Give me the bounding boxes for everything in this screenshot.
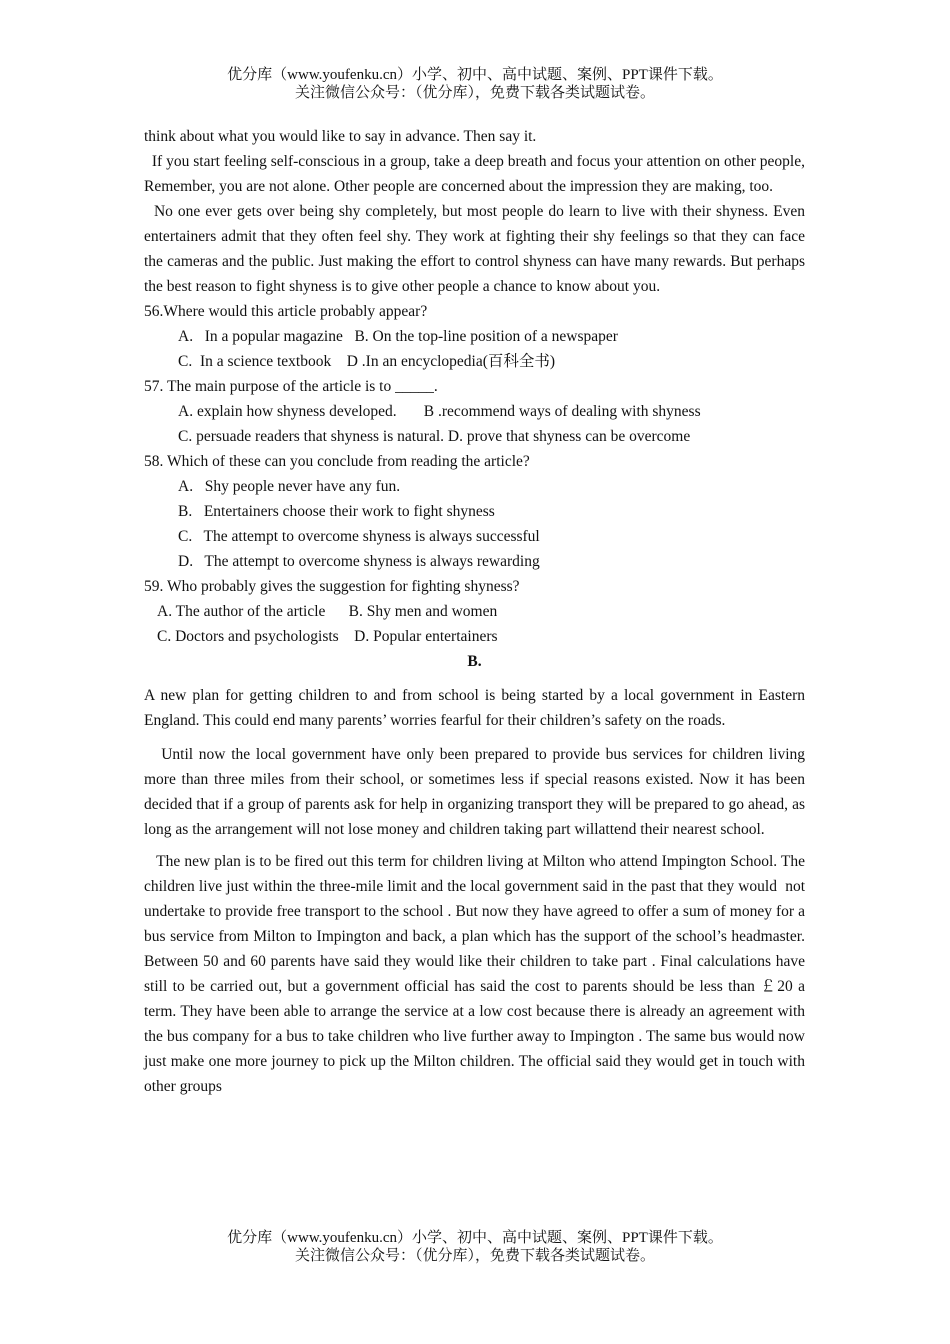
section-b-paragraph-3: The new plan is to be fired out this term for children living at Milton who attend Impington School. The children live just within the three-mile limit and the local government said in the past that they would not undertake to provide free transport to the school . But now they have agreed to offer a sum of money for a bus service from Milton to Impington and back, a plan which has the support of the school’s headmaster. Between 50 and 60 parents have said they would like their children to take part . Final calculations have still to be carried out, but a government official has said the cost to parents should be less than ￡20 a term. They have been able to arrange the service at a low cost because there is already an agreement with the bus company for a bus to take children who live further away to Impington . The same bus would now just make one more journey to pick up the Milton children. The official said they would get in touch with other groups [144, 853, 809, 1095]
question-59-stem: 59. Who probably gives the suggestion for fighting shyness? [144, 578, 520, 595]
question-57-options-row-2: C. persuade readers that shyness is natural. D. prove that shyness can be overcome [178, 428, 691, 445]
document-body [144, 124, 809, 1099]
question-58-option-c: C. The attempt to overcome shyness is always successful [178, 528, 540, 545]
passage-a-paragraph-1: think about what you would like to say in advance. Then say it. [144, 128, 537, 145]
header-line-1: 优分库（www.youfenku.cn）小学、初中、高中试题、案例、PPT课件下载。 [227, 67, 723, 83]
question-58-option-a: A. Shy people never have any fun. [178, 478, 401, 495]
passage-a-paragraph-2: If you start feeling self-conscious in a group, take a deep breath and focus your attention on other people, Remember, you are not alone. Other people are concerned about the impression they are making, too. [144, 153, 809, 195]
question-59-options-row-2: C. Doctors and psychologists D. Popular entertainers [157, 628, 498, 645]
section-b-paragraph-2: Until now the local government have only been prepared to provide bus services for children living more than three miles from their school, or sometimes less if special reasons existed. Now it has been decided that if a group of parents ask for help in organizing transport they will be prepared to go ahead, as long as the arrangement will not lose money and children taking part willattend their nearest school. [144, 746, 809, 838]
page-header [0, 66, 950, 102]
section-b-paragraph-1: A new plan for getting children to and from school is being started by a local government in Eastern England. This could end many parents’ worries fearful for their children’s safety on the roads. [144, 687, 809, 729]
question-56 [144, 299, 805, 374]
question-57-stem: 57. The main purpose of the article is to _____. [144, 378, 438, 395]
question-56-stem: 56.Where would this article probably appear? [144, 303, 428, 320]
question-58-option-b: B. Entertainers choose their work to fight shyness [178, 503, 495, 520]
question-57-options-row-1: A. explain how shyness developed. B .recommend ways of dealing with shyness [178, 403, 701, 420]
question-59 [144, 574, 805, 649]
passage-a-paragraph-3: No one ever gets over being shy completely, but most people do learn to live with their shyness. Even entertainers admit that they often feel shy. They work at fighting their shy feelings so that they can face the cameras and the public. Just making the effort to control shyness can have many rewards. But perhaps the best reason to fight shyness is to give other people a chance to know about you. [144, 203, 809, 295]
question-56-options-row-1: A. In a popular magazine B. On the top-line position of a newspaper [178, 328, 618, 345]
question-57 [144, 374, 805, 449]
header-line-2: 关注微信公众号：（优分库），免费下载各类试题试卷。 [294, 85, 655, 101]
footer-line-2: 关注微信公众号：（优分库），免费下载各类试题试卷。 [294, 1248, 655, 1264]
question-58 [144, 449, 805, 574]
question-58-option-d: D. The attempt to overcome shyness is always rewarding [178, 553, 540, 570]
question-58-stem: 58. Which of these can you conclude from reading the article? [144, 453, 530, 470]
question-59-options-row-1: A. The author of the article B. Shy men and women [157, 603, 498, 620]
footer-line-1: 优分库（www.youfenku.cn）小学、初中、高中试题、案例、PPT课件下载。 [227, 1230, 723, 1246]
question-56-options-row-2: C. In a science textbook D .In an encyclopedia(百科全书) [178, 353, 556, 370]
page-footer [0, 1229, 950, 1265]
section-b-title: B. [467, 653, 482, 670]
